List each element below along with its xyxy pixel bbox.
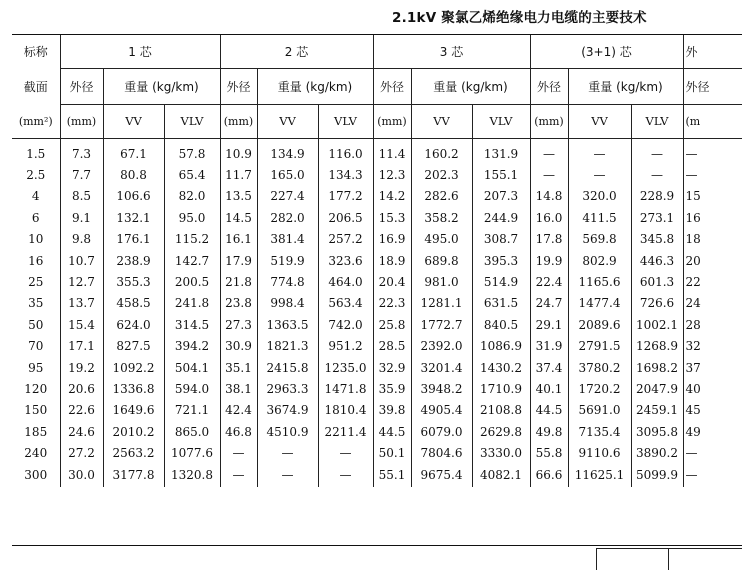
cell-area: 240: [24, 446, 48, 461]
cell-2core-vv: —: [257, 464, 318, 487]
cell-1core-vv: 132.1: [103, 207, 164, 228]
cell-1core-vv: 106.6: [103, 186, 164, 207]
cell-3core-od: 18.9: [373, 250, 411, 271]
group-cut-off: 外: [683, 35, 742, 69]
cell-cut-od: 37: [683, 357, 742, 378]
cell-1core-vlv: 82.0: [164, 186, 220, 207]
cell-2core-vlv: 951.2: [318, 336, 373, 357]
table-row: [12, 271, 742, 292]
cell-cut-od: 40: [683, 378, 742, 399]
cell-3core-od: 50.1: [373, 442, 411, 463]
cell-2core-od: 23.8: [220, 293, 257, 314]
weight-label-3: 重量 (kg/km): [411, 69, 530, 105]
cell-2core-od: 17.9: [220, 250, 257, 271]
cell-3core-vlv: 631.5: [472, 293, 530, 314]
cell-1core-vv: 238.9: [103, 250, 164, 271]
cell-1core-vlv: 504.1: [164, 357, 220, 378]
cell-cut-od: 15: [683, 186, 742, 207]
cell-1core-od: 8.5: [60, 186, 103, 207]
cell-4core-od: 40.1: [530, 378, 568, 399]
od-label-cut: 外径: [683, 69, 742, 105]
cell-2core-od: 10.9: [220, 139, 257, 165]
od-unit-4: (mm): [530, 105, 568, 139]
cell-4core-vlv: 273.1: [631, 207, 683, 228]
cell-2core-od: 13.5: [220, 186, 257, 207]
cell-4core-vv: 320.0: [568, 186, 631, 207]
cell-3core-vlv: 155.1: [472, 164, 530, 185]
cell-1core-vlv: 142.7: [164, 250, 220, 271]
cell-1core-od: 10.7: [60, 250, 103, 271]
cell-area: 35: [28, 296, 44, 311]
cell-3core-vv: 4905.4: [411, 400, 472, 421]
cell-1core-vv: 2563.2: [103, 442, 164, 463]
cell-cut-od: 18: [683, 229, 742, 250]
table-row: [12, 336, 742, 357]
cell-1core-vv: 2010.2: [103, 421, 164, 442]
od-unit-cut: (m: [683, 105, 742, 139]
cell-2core-vlv: 1471.8: [318, 378, 373, 399]
cell-4core-vlv: 1268.9: [631, 336, 683, 357]
vv-label-2: VV: [257, 105, 318, 139]
cell-2core-vv: 1363.5: [257, 314, 318, 335]
od-unit-1: (mm): [60, 105, 103, 139]
cell-4core-od: 44.5: [530, 400, 568, 421]
cell-3core-vlv: 207.3: [472, 186, 530, 207]
cell-2core-vlv: 2211.4: [318, 421, 373, 442]
cell-1core-od: 24.6: [60, 421, 103, 442]
cell-2core-od: 21.8: [220, 271, 257, 292]
cell-4core-vv: —: [568, 164, 631, 185]
cell-3core-od: 35.9: [373, 378, 411, 399]
cell-2core-vv: 227.4: [257, 186, 318, 207]
cell-1core-vlv: 865.0: [164, 421, 220, 442]
table-row: [12, 314, 742, 335]
cell-1core-vv: 624.0: [103, 314, 164, 335]
cell-3core-vlv: 514.9: [472, 271, 530, 292]
cell-2core-od: 27.3: [220, 314, 257, 335]
cell-4core-od: 49.8: [530, 421, 568, 442]
table-row: [12, 357, 742, 378]
cell-area: 185: [24, 424, 48, 439]
cell-3core-vv: 981.0: [411, 271, 472, 292]
cell-cut-od: 16: [683, 207, 742, 228]
cell-2core-vlv: 742.0: [318, 314, 373, 335]
cell-2core-od: 38.1: [220, 378, 257, 399]
cell-3core-vv: 1281.1: [411, 293, 472, 314]
cell-2core-vv: 2415.8: [257, 357, 318, 378]
cell-4core-vv: 411.5: [568, 207, 631, 228]
cell-4core-vlv: 601.3: [631, 271, 683, 292]
vv-label-4: VV: [568, 105, 631, 139]
cell-2core-vlv: 257.2: [318, 229, 373, 250]
cell-area: 25: [28, 275, 44, 290]
cell-4core-od: 17.8: [530, 229, 568, 250]
cell-area: 150: [24, 403, 48, 418]
cell-3core-vlv: 3330.0: [472, 442, 530, 463]
cell-2core-vv: 282.0: [257, 207, 318, 228]
cell-3core-vv: 6079.0: [411, 421, 472, 442]
cell-4core-vv: 569.8: [568, 229, 631, 250]
cell-1core-vv: 1649.6: [103, 400, 164, 421]
weight-label-4: 重量 (kg/km): [568, 69, 683, 105]
cell-4core-vlv: 3095.8: [631, 421, 683, 442]
cell-area: 70: [28, 339, 44, 354]
cell-3core-vv: 202.3: [411, 164, 472, 185]
cell-2core-od: 35.1: [220, 357, 257, 378]
cell-1core-vlv: 1320.8: [164, 464, 220, 487]
cell-2core-vlv: 134.3: [318, 164, 373, 185]
cell-4core-vv: 2791.5: [568, 336, 631, 357]
cell-2core-vv: 774.8: [257, 271, 318, 292]
cell-2core-od: 14.5: [220, 207, 257, 228]
cell-1core-od: 17.1: [60, 336, 103, 357]
cell-3core-od: 15.3: [373, 207, 411, 228]
cell-3core-od: 28.5: [373, 336, 411, 357]
cell-1core-od: 27.2: [60, 442, 103, 463]
cell-1core-od: 15.4: [60, 314, 103, 335]
nominal-label: 标称: [23, 44, 48, 59]
cell-2core-vlv: 563.4: [318, 293, 373, 314]
cell-4core-vlv: —: [631, 139, 683, 165]
cell-3core-vv: 1772.7: [411, 314, 472, 335]
cell-1core-vlv: 314.5: [164, 314, 220, 335]
cell-area: 50: [28, 317, 44, 332]
table-row: [12, 442, 742, 463]
cell-4core-vv: 1477.4: [568, 293, 631, 314]
cell-4core-vlv: 2459.1: [631, 400, 683, 421]
cell-2core-vlv: 177.2: [318, 186, 373, 207]
cell-1core-od: 7.7: [60, 164, 103, 185]
cell-1core-vlv: 65.4: [164, 164, 220, 185]
cell-1core-od: 9.8: [60, 229, 103, 250]
cell-3core-od: 20.4: [373, 271, 411, 292]
cell-cut-od: —: [683, 139, 742, 165]
cell-3core-vv: 689.8: [411, 250, 472, 271]
page-corner-divider: [668, 548, 669, 570]
cell-3core-vv: 9675.4: [411, 464, 472, 487]
cell-1core-vlv: 1077.6: [164, 442, 220, 463]
cell-4core-vlv: 1002.1: [631, 314, 683, 335]
cell-1core-od: 12.7: [60, 271, 103, 292]
cell-3core-vlv: 1710.9: [472, 378, 530, 399]
cell-2core-vlv: 116.0: [318, 139, 373, 165]
cell-1core-vv: 458.5: [103, 293, 164, 314]
group-2-core: 2 芯: [220, 35, 373, 69]
cell-area: 16: [28, 253, 44, 268]
cell-3core-vlv: 131.9: [472, 139, 530, 165]
group-1-core: 1 芯: [60, 35, 220, 69]
cell-2core-vv: 4510.9: [257, 421, 318, 442]
cell-cut-od: 20: [683, 250, 742, 271]
table-title: 2.1kV 聚氯乙烯绝缘电力电缆的主要技术: [392, 10, 647, 26]
cell-4core-vlv: 446.3: [631, 250, 683, 271]
cell-3core-vv: 160.2: [411, 139, 472, 165]
cell-4core-vlv: 1698.2: [631, 357, 683, 378]
od-label-1: 外径: [60, 69, 103, 105]
cell-cut-od: —: [683, 442, 742, 463]
cell-3core-od: 11.4: [373, 139, 411, 165]
cell-2core-vlv: 206.5: [318, 207, 373, 228]
cell-1core-vlv: 57.8: [164, 139, 220, 165]
cell-2core-vlv: —: [318, 464, 373, 487]
cell-cut-od: —: [683, 464, 742, 487]
cell-2core-vv: 381.4: [257, 229, 318, 250]
cell-1core-od: 30.0: [60, 464, 103, 487]
group-3plus1-core: (3+1) 芯: [530, 35, 683, 69]
cell-3core-od: 16.9: [373, 229, 411, 250]
cell-2core-vv: 3674.9: [257, 400, 318, 421]
cell-4core-od: —: [530, 164, 568, 185]
cell-area: 2.5: [26, 168, 46, 183]
cell-cut-od: 22: [683, 271, 742, 292]
cell-1core-vlv: 115.2: [164, 229, 220, 250]
cell-4core-vv: 9110.6: [568, 442, 631, 463]
cell-2core-od: 11.7: [220, 164, 257, 185]
cell-cut-od: 32: [683, 336, 742, 357]
cell-1core-od: 13.7: [60, 293, 103, 314]
cell-1core-vv: 1336.8: [103, 378, 164, 399]
cell-3core-vv: 495.0: [411, 229, 472, 250]
cell-cut-od: 45: [683, 400, 742, 421]
cell-1core-vlv: 95.0: [164, 207, 220, 228]
cell-3core-vlv: 308.7: [472, 229, 530, 250]
cell-1core-vlv: 394.2: [164, 336, 220, 357]
cell-cut-od: 49: [683, 421, 742, 442]
header-row-units: [12, 105, 742, 139]
od-unit-3: (mm): [373, 105, 411, 139]
cell-3core-vv: 358.2: [411, 207, 472, 228]
cell-3core-vlv: 2108.8: [472, 400, 530, 421]
cell-3core-vlv: 395.3: [472, 250, 530, 271]
cell-area: 300: [24, 467, 48, 482]
cell-3core-vlv: 4082.1: [472, 464, 530, 487]
cell-4core-vv: 2089.6: [568, 314, 631, 335]
cell-4core-vv: 5691.0: [568, 400, 631, 421]
cell-4core-od: 16.0: [530, 207, 568, 228]
cell-4core-od: 24.7: [530, 293, 568, 314]
cell-2core-od: 46.8: [220, 421, 257, 442]
cell-2core-vlv: 1810.4: [318, 400, 373, 421]
cell-area: 1.5: [26, 146, 46, 161]
cell-4core-vlv: 3890.2: [631, 442, 683, 463]
cell-2core-vv: 2963.3: [257, 378, 318, 399]
od-label-3: 外径: [373, 69, 411, 105]
cell-cut-od: 24: [683, 293, 742, 314]
cell-1core-vv: 80.8: [103, 164, 164, 185]
cell-1core-vv: 176.1: [103, 229, 164, 250]
header-row-groups: [12, 35, 742, 69]
table-row: [12, 139, 742, 165]
cell-2core-vlv: 1235.0: [318, 357, 373, 378]
cell-4core-od: 19.9: [530, 250, 568, 271]
cell-3core-vv: 3948.2: [411, 378, 472, 399]
table-row: [12, 164, 742, 185]
cell-2core-vv: 998.4: [257, 293, 318, 314]
header-row-subgroups: [12, 69, 742, 105]
cell-3core-vv: 2392.0: [411, 336, 472, 357]
weight-label-2: 重量 (kg/km): [257, 69, 373, 105]
od-label-2: 外径: [220, 69, 257, 105]
cell-3core-od: 22.3: [373, 293, 411, 314]
cell-4core-od: —: [530, 139, 568, 165]
weight-label-1: 重量 (kg/km): [103, 69, 220, 105]
cell-2core-vv: 519.9: [257, 250, 318, 271]
cell-4core-od: 31.9: [530, 336, 568, 357]
cell-1core-vlv: 721.1: [164, 400, 220, 421]
cell-cut-od: —: [683, 164, 742, 185]
cell-4core-vlv: 2047.9: [631, 378, 683, 399]
cell-4core-vv: 1720.2: [568, 378, 631, 399]
vv-label-1: VV: [103, 105, 164, 139]
cell-3core-vlv: 244.9: [472, 207, 530, 228]
table-row: [12, 400, 742, 421]
cell-3core-vlv: 2629.8: [472, 421, 530, 442]
cell-2core-od: 30.9: [220, 336, 257, 357]
cell-1core-vv: 827.5: [103, 336, 164, 357]
cell-2core-od: —: [220, 442, 257, 463]
cell-4core-vv: —: [568, 139, 631, 165]
cell-4core-od: 55.8: [530, 442, 568, 463]
cell-3core-od: 12.3: [373, 164, 411, 185]
cell-4core-od: 14.8: [530, 186, 568, 207]
section-label: 截面: [23, 79, 48, 94]
cell-2core-vlv: —: [318, 442, 373, 463]
vlv-label-2: VLV: [318, 105, 373, 139]
vlv-label-1: VLV: [164, 105, 220, 139]
cell-1core-vv: 67.1: [103, 139, 164, 165]
cell-2core-od: 42.4: [220, 400, 257, 421]
cell-1core-od: 20.6: [60, 378, 103, 399]
cell-1core-vlv: 241.8: [164, 293, 220, 314]
cell-3core-vlv: 1086.9: [472, 336, 530, 357]
table-row: [12, 464, 742, 487]
cell-2core-od: 16.1: [220, 229, 257, 250]
vv-label-3: VV: [411, 105, 472, 139]
cell-1core-vv: 355.3: [103, 271, 164, 292]
cell-1core-od: 9.1: [60, 207, 103, 228]
cell-4core-vv: 802.9: [568, 250, 631, 271]
cell-3core-od: 39.8: [373, 400, 411, 421]
cell-2core-vv: —: [257, 442, 318, 463]
cell-3core-od: 55.1: [373, 464, 411, 487]
cell-1core-vv: 3177.8: [103, 464, 164, 487]
cell-4core-od: 22.4: [530, 271, 568, 292]
cell-4core-od: 66.6: [530, 464, 568, 487]
cell-2core-vv: 165.0: [257, 164, 318, 185]
cell-1core-vv: 1092.2: [103, 357, 164, 378]
cell-4core-od: 37.4: [530, 357, 568, 378]
cell-4core-od: 29.1: [530, 314, 568, 335]
cell-4core-vv: 7135.4: [568, 421, 631, 442]
cell-3core-vlv: 840.5: [472, 314, 530, 335]
table-row: [12, 207, 742, 228]
table-row: [12, 293, 742, 314]
cell-2core-vv: 134.9: [257, 139, 318, 165]
cell-4core-vv: 1165.6: [568, 271, 631, 292]
cell-cut-od: 28: [683, 314, 742, 335]
cell-1core-vlv: 594.0: [164, 378, 220, 399]
cell-3core-vlv: 1430.2: [472, 357, 530, 378]
cell-3core-vv: 3201.4: [411, 357, 472, 378]
bottom-rule: [12, 545, 742, 546]
cell-3core-od: 32.9: [373, 357, 411, 378]
cell-1core-vlv: 200.5: [164, 271, 220, 292]
cell-2core-vlv: 464.0: [318, 271, 373, 292]
cell-4core-vv: 11625.1: [568, 464, 631, 487]
vlv-label-3: VLV: [472, 105, 530, 139]
cell-3core-vv: 282.6: [411, 186, 472, 207]
cell-3core-od: 44.5: [373, 421, 411, 442]
cell-area: 120: [24, 381, 48, 396]
cell-2core-vv: 1821.3: [257, 336, 318, 357]
cell-2core-vlv: 323.6: [318, 250, 373, 271]
area-unit-label: (mm²): [12, 105, 60, 139]
table-row: [12, 229, 742, 250]
cell-1core-od: 7.3: [60, 139, 103, 165]
group-3-core: 3 芯: [373, 35, 530, 69]
cell-area: 6: [31, 210, 40, 225]
cell-area: 10: [28, 232, 44, 247]
table-row: [12, 421, 742, 442]
table-row: [12, 378, 742, 399]
cell-4core-vlv: —: [631, 164, 683, 185]
table-row: [12, 186, 742, 207]
cell-3core-od: 14.2: [373, 186, 411, 207]
cell-area: 4: [31, 189, 40, 204]
cell-4core-vv: 3780.2: [568, 357, 631, 378]
cell-4core-vlv: 345.8: [631, 229, 683, 250]
table-row: [12, 250, 742, 271]
cell-4core-vlv: 228.9: [631, 186, 683, 207]
cell-3core-od: 25.8: [373, 314, 411, 335]
cell-2core-od: —: [220, 464, 257, 487]
cell-area: 95: [28, 360, 44, 375]
cell-1core-od: 22.6: [60, 400, 103, 421]
cell-3core-vv: 7804.6: [411, 442, 472, 463]
cell-4core-vlv: 726.6: [631, 293, 683, 314]
cell-1core-od: 19.2: [60, 357, 103, 378]
od-unit-2: (mm): [220, 105, 257, 139]
cable-spec-table: [12, 35, 742, 487]
vlv-label-4: VLV: [631, 105, 683, 139]
cell-4core-vlv: 5099.9: [631, 464, 683, 487]
od-label-4: 外径: [530, 69, 568, 105]
page-corner-box: [596, 548, 742, 570]
